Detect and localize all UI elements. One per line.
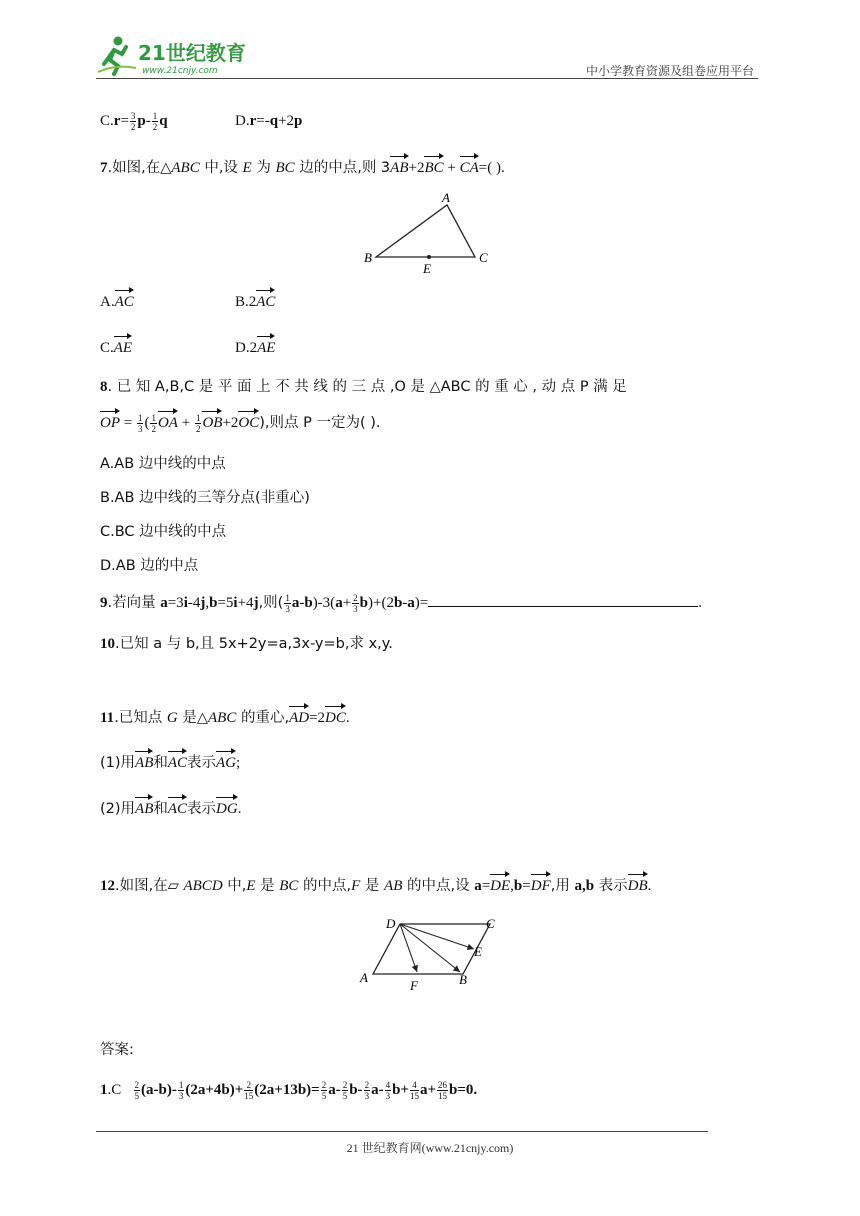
q8-option-b: B.AB 边中线的三等分点(非重心) (100, 490, 310, 506)
footer-divider (96, 1131, 708, 1132)
label-e: E (423, 261, 431, 276)
label-b: B (459, 972, 467, 987)
q7-option-c: C.AE (100, 337, 132, 359)
answer-blank[interactable] (428, 592, 698, 607)
label-c: C (486, 916, 495, 931)
q10-stem: 10.已知 a 与 b,且 5x+2y=a,3x-y=b,求 x,y. (100, 636, 393, 652)
q11-stem: 11.已知点 G 是△ABC 的重心,AD=2DC. (100, 707, 350, 729)
label-a: A (442, 190, 450, 205)
label-a: A (360, 970, 368, 985)
q8-option-c: C.BC 边中线的中点 (100, 524, 227, 540)
answers-heading: 答案: (100, 1042, 134, 1058)
site-logo (96, 34, 266, 78)
q11-part2: (2)用AB和AC表示DG. (100, 798, 241, 820)
header-divider (96, 78, 758, 79)
q6-option-d: D.r=-q+2p (235, 113, 303, 129)
q8-stem-line1: 8. 已 知 A,B,C 是 平 面 上 不 共 线 的 三 点 ,O 是 △ABC 的 重 心 , 动 点 P 满 足 (100, 379, 627, 395)
label-f: F (410, 978, 418, 993)
logo-url: www.21cnjy.com (142, 66, 218, 76)
label-c: C (479, 250, 488, 265)
q12-stem: 12.如图,在▱ ABCD 中,E 是 BC 的中点,F 是 AB 的中点,设 a=DE,b=DF,用 a,b 表示DB. (100, 875, 651, 897)
q11-part1: (1)用AB和AC表示AG; (100, 752, 240, 774)
label-b: B (364, 250, 372, 265)
platform-label: 中小学教育资源及组卷应用平台 (585, 64, 754, 78)
q6-option-c: C.r= $\frac{3}{2}$ p- $\frac{1}{2}$ q (100, 111, 168, 133)
label-d: D (386, 916, 396, 931)
answer-1: 1.C $\frac{2}{5}$ (a-b)- $\frac{1}{3}$ (2a+4b)+ $\frac{2}{15}$ (2a+13b)= $\frac{2}{5}$ a- $\frac{2}{5}$ b- $\frac{2}{3}$ a- $\frac{4}{3}$ b+ $\frac{4}{15}$ a+ $\frac{26}{15}$ b=0. (100, 1080, 478, 1102)
q8-stem-line2: OP = $\frac{1}{3}$ ( $\frac{1}{2}$ OA + $\frac{1}{2}$ OB+2OC),则点 P 一定为( ). (100, 413, 381, 435)
q12-parallelogram-figure (355, 912, 505, 994)
q8-option-a: A.AB 边中线的中点 (100, 456, 226, 472)
q7-triangle-figure (360, 188, 500, 276)
q7-option-b: B.2AC (235, 291, 275, 313)
footer-text: 21 世纪教育网(www.21cnjy.com) (346, 1141, 514, 1155)
q7-option-a: A.AC (100, 291, 134, 313)
q7-option-d: D.2AE (235, 337, 275, 359)
q7-stem: 7.如图,在△ABC 中,设 E 为 BC 边的中点,则 3AB+2BC + CA=( ). (100, 157, 505, 179)
label-e: E (474, 944, 482, 959)
midpoint-e-dot (427, 255, 431, 259)
runner-icon (98, 37, 136, 75)
q9-stem: 9.若向量 a=3i-4j,b=5i+4j,则( $\frac{1}{3}$ a-b)-3(a+ $\frac{2}{3}$ b)+(2b-a)= . (100, 593, 703, 615)
logo-title: 21世纪教育 (138, 41, 246, 65)
q8-option-d: D.AB 边的中点 (100, 558, 199, 574)
